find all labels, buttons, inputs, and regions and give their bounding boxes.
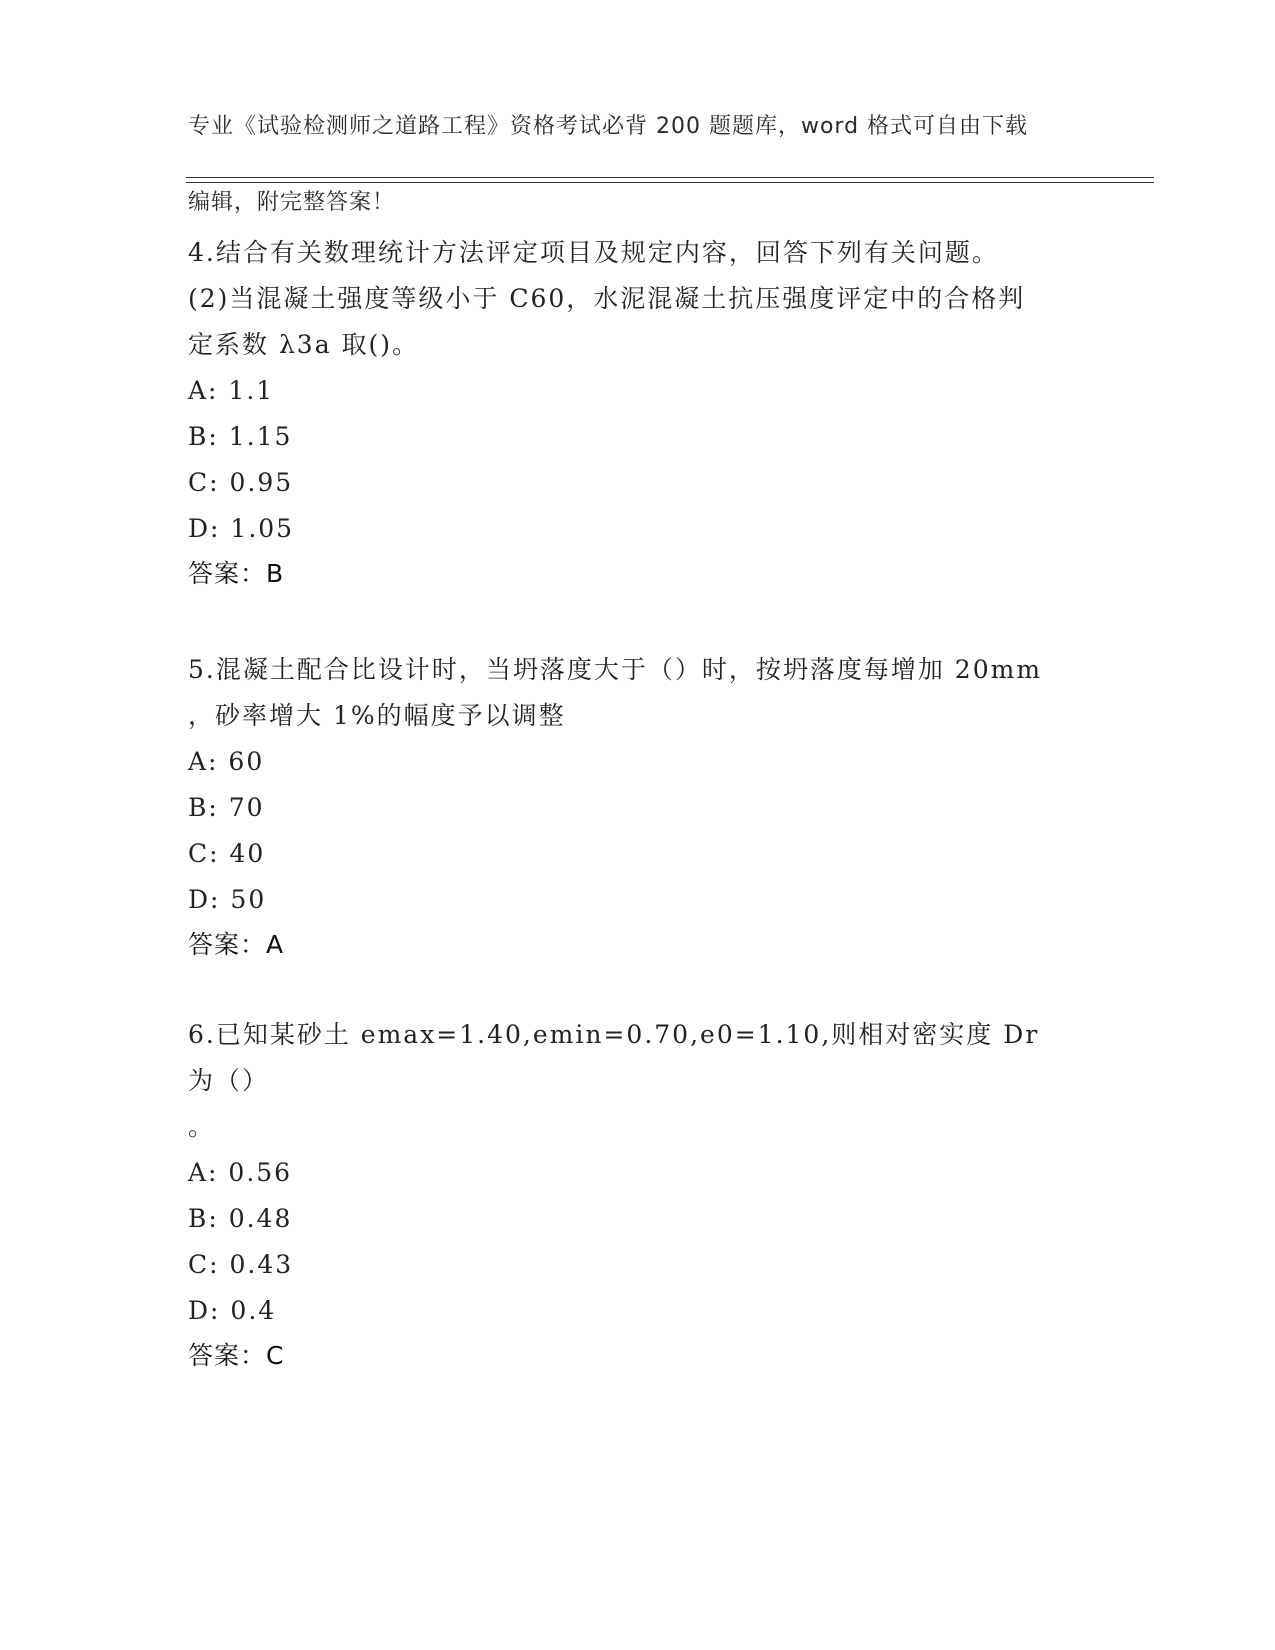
answer-line: 答案：C bbox=[188, 1341, 285, 1370]
question-stem-line: (2)当混凝土强度等级小于 C60，水泥混凝土抗压强度评定中的合格判 bbox=[188, 284, 1026, 313]
question-6 bbox=[188, 1012, 1068, 1378]
answer-line: 答案：A bbox=[188, 930, 285, 959]
option-b: B: 1.15 bbox=[188, 422, 293, 451]
header-divider-top bbox=[186, 177, 1154, 178]
option-d: D: 0.4 bbox=[188, 1296, 277, 1325]
option-c: C: 40 bbox=[188, 839, 266, 868]
header-line-1: 专业《试验检测师之道路工程》资格考试必背 200 题题库，word 格式可自由下载 bbox=[188, 114, 1029, 139]
question-stem-line: 定系数 λ3a 取()。 bbox=[188, 330, 420, 359]
option-b: B: 70 bbox=[188, 793, 265, 822]
option-c: C: 0.95 bbox=[188, 468, 294, 497]
option-a: A: 60 bbox=[188, 747, 265, 776]
option-b: B: 0.48 bbox=[188, 1204, 293, 1233]
answer-line: 答案：B bbox=[188, 559, 285, 588]
header-divider-bottom bbox=[186, 182, 1154, 183]
header-line-2: 编辑，附完整答案！ bbox=[188, 190, 396, 215]
question-stem-line: 4.结合有关数理统计方法评定项目及规定内容，回答下列有关问题。 bbox=[188, 238, 999, 267]
option-d: D: 50 bbox=[188, 885, 267, 914]
option-d: D: 1.05 bbox=[188, 514, 295, 543]
option-a: A: 1.1 bbox=[188, 376, 275, 405]
option-c: C: 0.43 bbox=[188, 1250, 294, 1279]
question-stem-line: 。 bbox=[188, 1112, 216, 1141]
question-stem-line: 6.已知某砂土 emax=1.40,emin=0.70,e0=1.10,则相对密实度 Dr 为（） bbox=[188, 1020, 1040, 1095]
option-a: A: 0.56 bbox=[188, 1158, 293, 1187]
question-stem-line: ，砂率增大 1%的幅度予以调整 bbox=[188, 701, 566, 730]
question-stem-line: 5.混凝土配合比设计时，当坍落度大于（）时，按坍落度每增加 20mm bbox=[188, 655, 1043, 684]
question-4 bbox=[188, 230, 1068, 596]
question-5 bbox=[188, 647, 1068, 967]
